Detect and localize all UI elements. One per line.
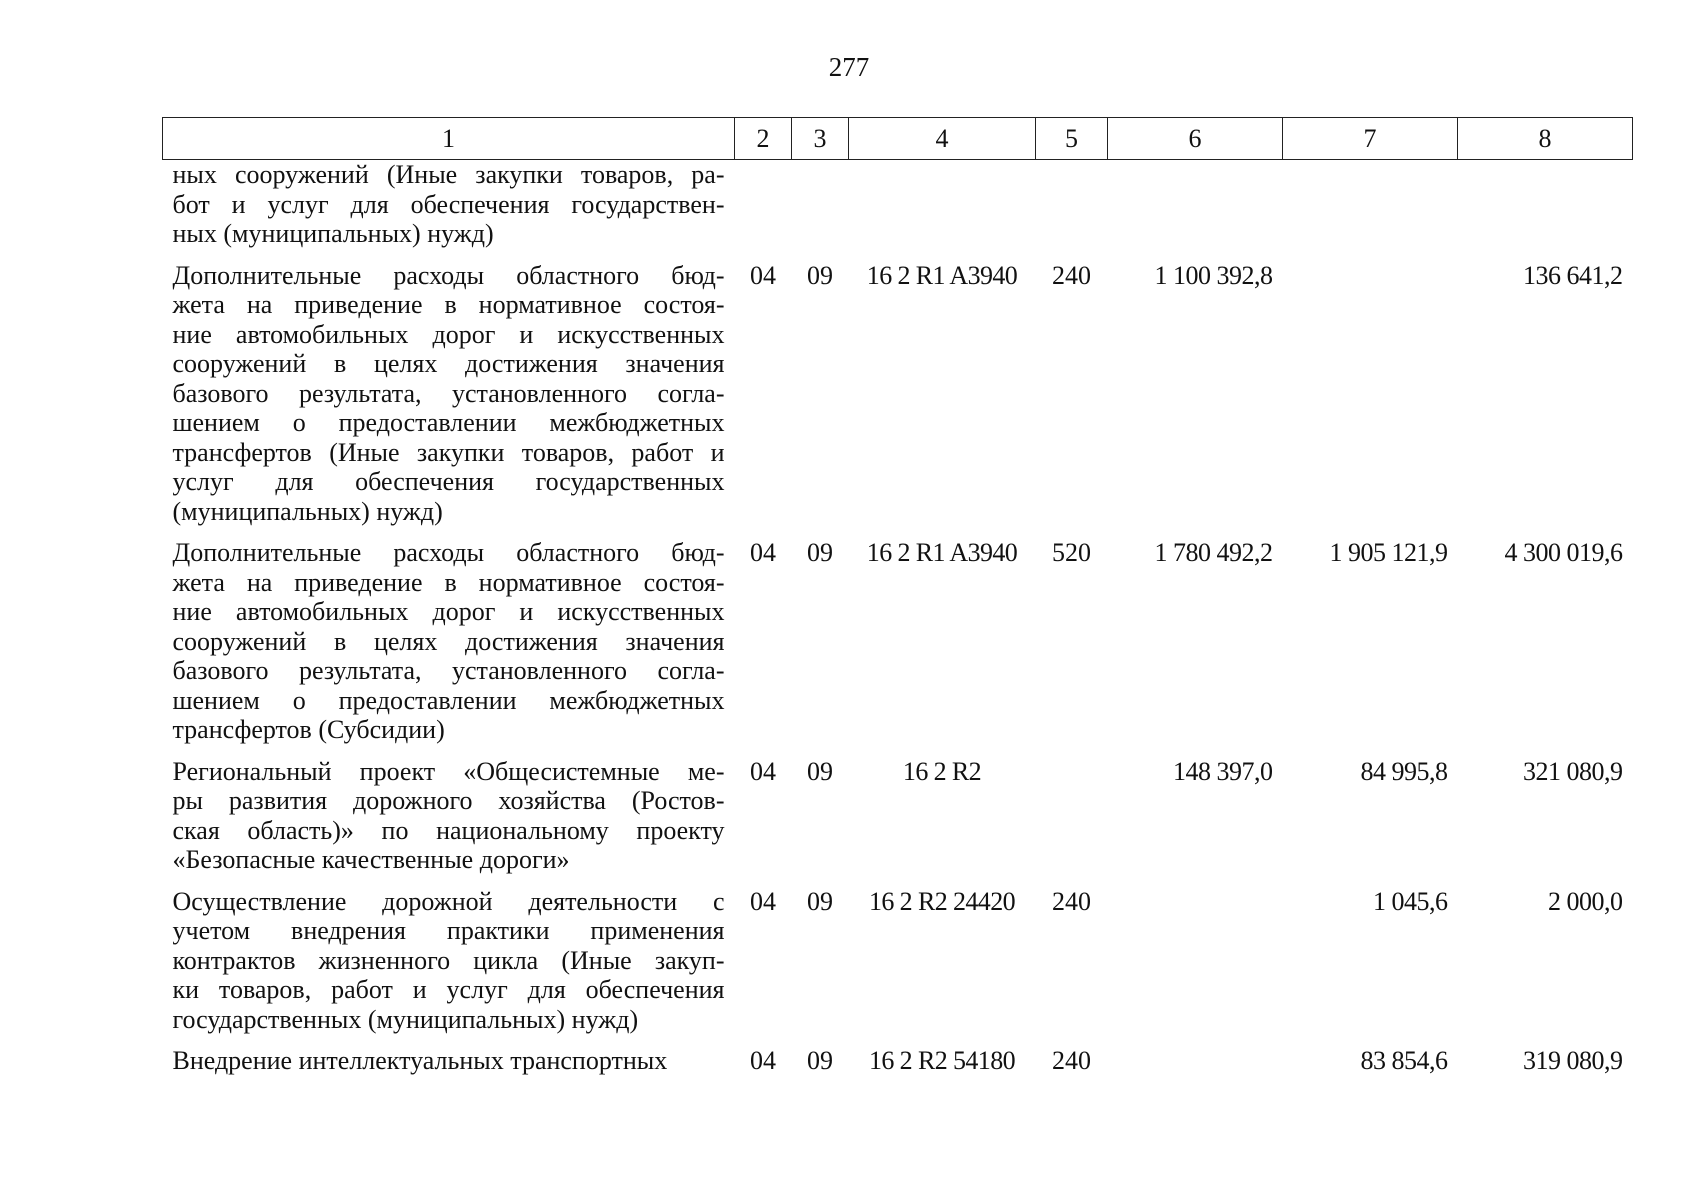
description-line: шением о предоставлении межбюджетных [172,408,725,437]
row-cell-col-7: 1 045,6 [1373,886,1448,916]
description-line: жета на приведение в нормативное состоя- [172,290,725,319]
row-cell-col-6: 148 397,0 [1173,756,1273,786]
row-description [163,160,735,261]
row-cell-col-7 [1283,261,1458,539]
row-cell-col-6 [1108,160,1283,261]
row-cell-col-4: 16 2 R1 A3940 [866,538,1018,567]
row-cell-col-3 [792,160,849,261]
row-cell-col-2: 04 [750,260,776,290]
row-cell-col-7: 84 995,8 [1360,756,1448,786]
row-cell-col-8: 321 080,9 [1523,756,1623,786]
budget-table [162,117,1633,1088]
row-cell-col-7 [1283,160,1458,261]
description-line: (муниципальных) нужд) [172,496,443,526]
description-line: сооружений в целях достижения значения [172,349,725,378]
row-description [163,1046,735,1088]
header-row [163,118,1633,160]
description-line: базового результата, установленного согла- [172,378,725,408]
description-line: Внедрение интеллектуальных транспортных [172,1046,668,1075]
row-cell-col-5: 240 [1052,1046,1091,1075]
header-cell-3: 3 [792,118,849,160]
description-line: ки товаров, работ и услуг для обеспечения [172,975,725,1004]
row-cell-col-2: 04 [750,1046,776,1075]
description-line: жета на приведение в нормативное состоя- [172,567,725,597]
description-line: Дополнительные расходы областного бюд- [172,260,725,290]
description-line: Региональный проект «Общесистемные ме- [172,756,725,786]
header-cell-7: 7 [1283,118,1458,160]
table-row [163,538,1633,757]
table-row [163,887,1633,1047]
row-cell-col-8: 4 300 019,6 [1504,538,1623,567]
header-cell-5: 5 [1036,118,1108,160]
description-line: ных (муниципальных) нужд) [172,219,494,248]
row-cell-col-3: 09 [807,538,833,567]
row-description [163,538,735,757]
row-cell-col-3: 09 [807,1046,833,1075]
description-line: трансфертов (Иные закупки товаров, работ и [172,437,725,467]
description-line: базового результата, установленного согла- [172,656,725,685]
description-line: Дополнительные расходы областного бюд- [172,538,725,567]
description-line: государственных (муниципальных) нужд) [172,1004,639,1034]
description-line: ние автомобильных дорог и искусственных [172,319,725,349]
row-cell-col-4: 16 2 R2 24420 [868,886,1016,916]
row-cell-col-6: 1 100 392,8 [1154,260,1273,290]
row-cell-col-7: 83 854,6 [1360,1046,1448,1075]
description-line: учетом внедрения практики применения [172,916,725,945]
description-line: ры развития дорожного хозяйства (Ростов- [172,786,725,815]
table-row [163,160,1633,261]
table-row [163,757,1633,887]
row-cell-col-8: 319 080,9 [1523,1046,1623,1075]
row-cell-col-5 [1036,160,1108,261]
row-cell-col-6 [1108,887,1283,1047]
row-cell-col-8 [1458,160,1633,261]
row-cell-col-3: 09 [807,756,833,786]
table-row [163,261,1633,539]
page-number: 277 [828,52,870,82]
row-cell-col-5: 520 [1052,538,1091,567]
description-line: ных сооружений (Иные закупки товаров, ра- [172,160,725,189]
row-cell-col-6 [1108,1046,1283,1088]
row-cell-col-5 [1036,757,1108,887]
row-cell-col-8: 2 000,0 [1548,886,1623,916]
row-cell-col-4: 16 2 R2 [902,756,982,786]
description-line: сооружений в целях достижения значения [172,626,725,656]
row-cell-col-5: 240 [1052,260,1091,290]
description-line: ние автомобильных дорог и искусственных [172,597,725,626]
description-line: контрактов жизненного цикла (Иные закуп- [172,945,725,975]
row-cell-col-7: 1 905 121,9 [1329,538,1448,567]
description-line: Осуществление дорожной деятельности с [172,886,725,916]
row-cell-col-2: 04 [750,538,776,567]
row-cell-col-2 [735,160,792,261]
description-line: трансфертов (Субсидии) [172,715,445,744]
table-row [163,1046,1633,1088]
row-cell-col-2: 04 [750,886,776,916]
row-cell-col-4: 16 2 R2 54180 [868,1046,1016,1075]
description-line: услуг для обеспечения государственных [172,467,725,496]
table-body [163,160,1633,1088]
row-cell-col-6: 1 780 492,2 [1154,538,1273,567]
description-line: ская область)» по национальному проекту [172,815,725,845]
row-cell-col-3: 09 [807,260,833,290]
header-cell-4: 4 [849,118,1036,160]
row-cell-col-8: 136 641,2 [1523,260,1623,290]
row-description [163,757,735,887]
row-cell-col-3: 09 [807,886,833,916]
row-cell-col-5: 240 [1052,886,1091,916]
header-cell-2: 2 [735,118,792,160]
row-cell-col-4 [849,160,1036,261]
row-cell-col-4: 16 2 R1 A3940 [866,260,1018,290]
row-description [163,887,735,1047]
row-description [163,261,735,539]
header-cell-1: 1 [163,118,735,160]
header-cell-8: 8 [1458,118,1633,160]
header-cell-6: 6 [1108,118,1283,160]
description-line: бот и услуг для обеспечения государствен- [172,189,725,219]
description-line: шением о предоставлении межбюджетных [172,685,725,715]
row-cell-col-2: 04 [750,756,776,786]
description-line: «Безопасные качественные дороги» [172,845,570,874]
